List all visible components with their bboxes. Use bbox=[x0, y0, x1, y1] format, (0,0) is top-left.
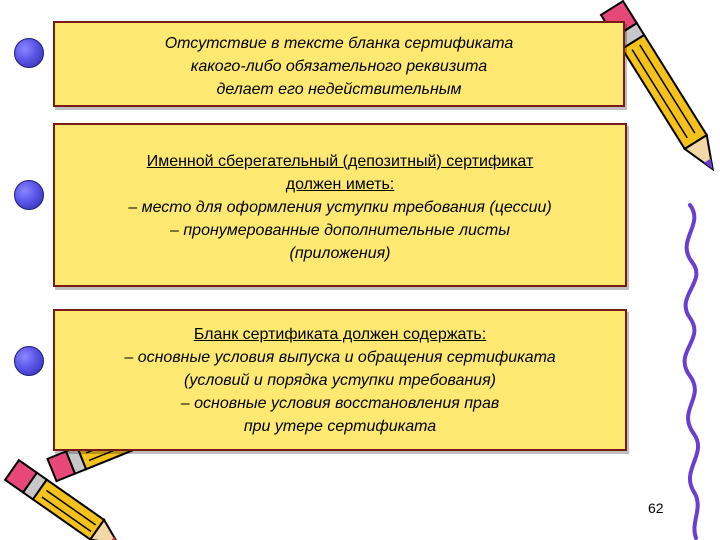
box-heading: Бланк сертификата должен содержать: bbox=[193, 326, 487, 343]
bullet-icon bbox=[14, 38, 44, 68]
box-item: – пронумерованные дополнительные листы bbox=[170, 222, 510, 239]
box-line: Отсутствие в тексте бланка сертификата bbox=[164, 35, 514, 52]
box-heading: Именной сберегательный (депозитный) сертификат bbox=[146, 153, 534, 170]
page-number: 62 bbox=[648, 500, 664, 516]
box-item: (приложения) bbox=[289, 245, 391, 262]
text-box-requisites bbox=[53, 21, 625, 107]
bullet-icon bbox=[14, 180, 44, 210]
squiggle-line-icon bbox=[685, 205, 698, 538]
text-box-blank-contents bbox=[53, 309, 627, 451]
box-line: делает его недействительным bbox=[216, 81, 462, 98]
box-item: при утере сертификата bbox=[243, 418, 437, 435]
box-item: – основные условия выпуска и обращения сертификата bbox=[124, 349, 556, 366]
box-line: какого-либо обязательного реквизита bbox=[190, 58, 488, 75]
box-heading: должен иметь: bbox=[285, 176, 395, 193]
bullet-icon bbox=[14, 346, 44, 376]
box-item: – место для оформления уступки требования (цессии) bbox=[128, 199, 552, 216]
box-item: (условий и порядка уступки требования) bbox=[184, 372, 496, 389]
box-item: – основные условия восстановления прав bbox=[180, 395, 500, 412]
text-box-registered-certificate bbox=[53, 123, 627, 287]
